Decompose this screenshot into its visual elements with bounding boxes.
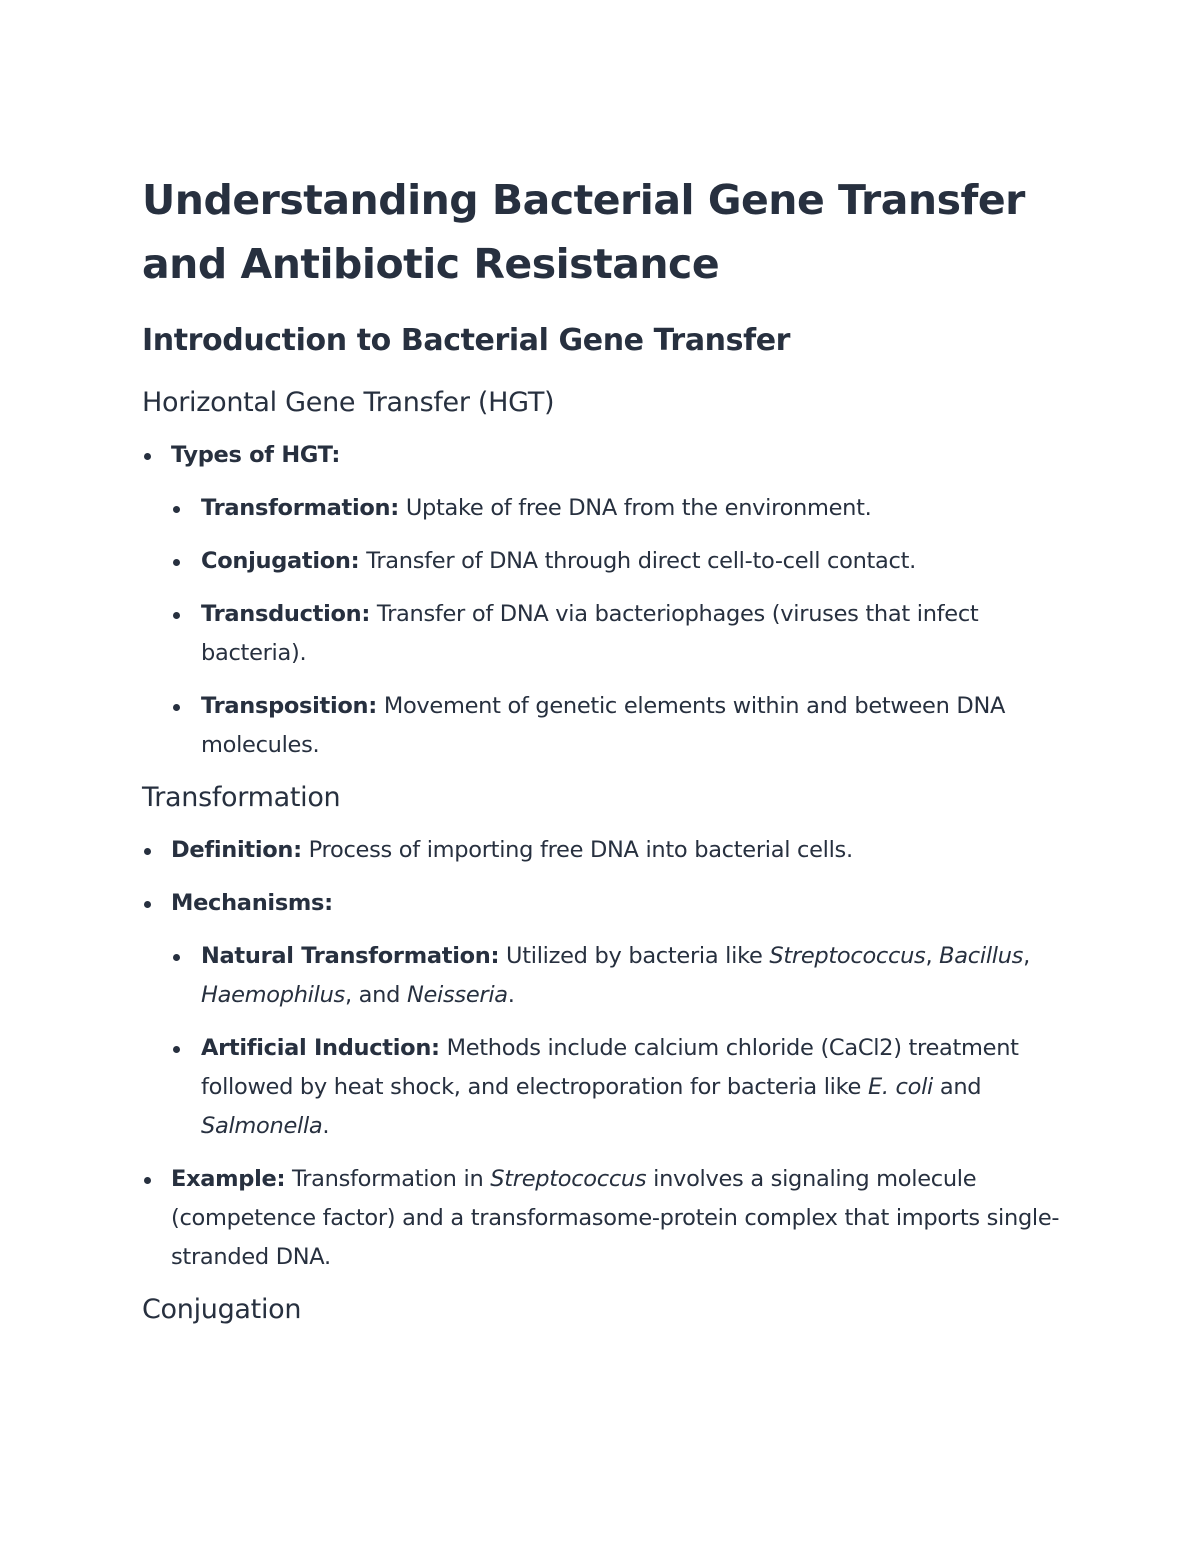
transformation-list [142, 831, 1067, 1277]
organism-name: Streptococcus [769, 943, 926, 969]
organism-name: Bacillus [939, 943, 1024, 969]
list-item-definition [142, 831, 1067, 870]
term: Definition: [171, 837, 302, 863]
list-item-example [142, 1160, 1067, 1277]
term: Transposition: [201, 693, 377, 719]
separator: and [933, 1074, 982, 1100]
description: Transfer of DNA via bacteriophages (viruses that infect bacteria). [201, 601, 979, 666]
organism-name: Streptococcus [490, 1166, 647, 1192]
list-item-transformation [171, 489, 1067, 528]
description: Transfer of DNA through direct cell-to-cell contact. [359, 548, 916, 574]
list-item-types-of-hgt [142, 436, 1067, 765]
section-heading-intro: Introduction to Bacterial Gene Transfer [142, 323, 791, 358]
term: Transformation: [201, 495, 399, 521]
mechanisms-list [171, 937, 1067, 1146]
term: Transduction: [201, 601, 371, 627]
hgt-types-list [171, 489, 1067, 765]
subsection-heading-hgt: Horizontal Gene Transfer (HGT) [142, 387, 555, 418]
document-page [142, 168, 1067, 1343]
term: Conjugation: [201, 548, 360, 574]
subsection-heading-transformation: Transformation [142, 782, 341, 813]
separator: . [322, 1113, 330, 1139]
list-item-transduction [171, 595, 1067, 673]
description: Transformation in [285, 1166, 491, 1192]
organism-name: Haemophilus [201, 982, 345, 1008]
list-item-mechanisms [142, 884, 1067, 1146]
types-label: Types of HGT: [171, 442, 341, 468]
description: Movement of genetic elements within and between DNA molecules. [201, 693, 1006, 758]
separator: , [1023, 943, 1030, 969]
description: involves a signaling molecule (competence factor) and a transformasome-protein complex that imports single-stranded DNA. [171, 1166, 1060, 1270]
separator: , [925, 943, 940, 969]
description: Process of importing free DNA into bacterial cells. [301, 837, 853, 863]
description: Utilized by bacteria like [499, 943, 770, 969]
organism-name: Salmonella [201, 1113, 323, 1139]
separator: . [507, 982, 515, 1008]
list-item-transposition [171, 687, 1067, 765]
subsection-heading-conjugation: Conjugation [142, 1294, 302, 1325]
list-item-natural-transformation [171, 937, 1067, 1015]
hgt-list [142, 436, 1067, 765]
term: Natural Transformation: [201, 943, 500, 969]
mechanisms-label: Mechanisms: [171, 890, 333, 916]
organism-name: Neisseria [406, 982, 508, 1008]
list-item-conjugation [171, 542, 1067, 581]
document-title: Understanding Bacterial Gene Transfer and Antibiotic Resistance [142, 176, 1025, 288]
term: Artificial Induction: [201, 1035, 440, 1061]
separator: , and [344, 982, 407, 1008]
list-item-artificial-induction [171, 1029, 1067, 1146]
organism-name: E. coli [867, 1074, 933, 1100]
term: Example: [171, 1166, 286, 1192]
description: Methods include calcium chloride (CaCl2) treatment followed by heat shock, and electroporation for bacteria like [201, 1035, 1019, 1100]
description: Uptake of free DNA from the environment. [398, 495, 872, 521]
